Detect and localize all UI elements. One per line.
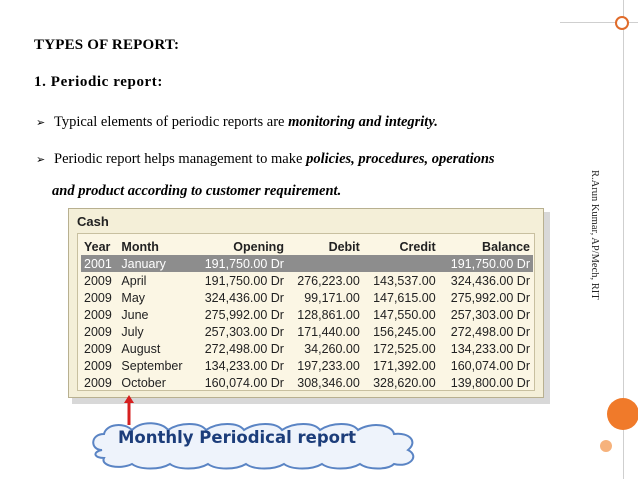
col-header-balance[interactable]: Balance	[482, 239, 530, 254]
cell-balance: 134,233.00 Dr	[450, 341, 530, 356]
cell-credit: 171,392.00	[373, 358, 436, 373]
side-credit: R.Arun Kumar, AP/Mech, RIT	[589, 170, 600, 300]
col-header-debit[interactable]: Debit	[328, 239, 360, 254]
cell-debit	[287, 255, 363, 272]
cash-table-panel	[77, 233, 535, 391]
cell-year: 2001	[81, 255, 118, 272]
cell-credit: 328,620.00	[373, 375, 436, 390]
decor-circle-small	[600, 440, 612, 452]
callout-text: Monthly Periodical report	[118, 428, 356, 447]
cell-year: 2009	[84, 273, 112, 288]
cell-month: January	[118, 255, 192, 272]
bullet-2-emphasis: policies, procedures, operations	[306, 151, 495, 167]
bullet-1-text: Typical elements of periodic reports are	[54, 114, 289, 130]
cell-balance: 139,800.00 Dr	[450, 375, 530, 390]
cell-balance: 275,992.00 Dr	[450, 290, 530, 305]
cell-debit: 197,233.00	[297, 358, 360, 373]
cell-debit: 99,171.00	[304, 290, 360, 305]
cell-debit: 308,346.00	[297, 375, 360, 390]
cell-balance: 160,074.00 Dr	[450, 358, 530, 373]
cash-window-title: Cash	[77, 214, 109, 229]
cell-year: 2009	[84, 307, 112, 322]
bullet-2-continuation-text: and product according to customer requirement.	[52, 183, 342, 199]
cell-debit: 276,223.00	[297, 273, 360, 288]
decor-circle-large	[607, 398, 638, 430]
cell-balance: 191,750.00 Dr	[439, 255, 533, 272]
cell-year: 2009	[84, 290, 112, 305]
cell-month: June	[121, 307, 149, 322]
bullet-2-continuation	[52, 183, 341, 200]
bullet-arrow-icon: ➢	[36, 116, 46, 129]
bullet-2	[36, 151, 495, 168]
cell-opening: 257,303.00 Dr	[204, 324, 284, 339]
cell-opening: 275,992.00 Dr	[204, 307, 284, 322]
cell-month: July	[121, 324, 144, 339]
bullet-1-emphasis: monitoring and integrity.	[288, 114, 438, 130]
bullet-2-text: Periodic report helps management to make	[54, 151, 307, 167]
cell-credit: 156,245.00	[373, 324, 436, 339]
cell-balance: 272,498.00 Dr	[450, 324, 530, 339]
slide-subheading: 1. Periodic report:	[34, 74, 163, 90]
cell-year: 2009	[84, 324, 112, 339]
slide-heading: TYPES OF REPORT:	[34, 37, 180, 53]
table-header-row	[81, 237, 533, 255]
col-header-year[interactable]: Year	[84, 239, 111, 254]
bullet-arrow-icon: ➢	[36, 153, 46, 166]
table-row[interactable]	[81, 357, 533, 374]
table-row[interactable]	[81, 272, 533, 289]
cell-opening: 272,498.00 Dr	[204, 341, 284, 356]
table-row[interactable]	[81, 323, 533, 340]
cell-month: October	[121, 375, 166, 390]
cell-month: May	[121, 290, 146, 305]
table-row[interactable]	[81, 340, 533, 357]
cash-table	[81, 237, 533, 391]
cell-month: April	[121, 273, 147, 288]
cell-opening: 160,074.00 Dr	[204, 375, 284, 390]
col-header-credit[interactable]: Credit	[399, 239, 436, 254]
cell-opening: 134,233.00 Dr	[204, 358, 284, 373]
cell-credit	[363, 255, 439, 272]
decor-circle-outline	[615, 16, 629, 30]
col-header-opening[interactable]: Opening	[233, 239, 284, 254]
cell-month: August	[121, 341, 161, 356]
col-header-month[interactable]: Month	[121, 239, 159, 254]
table-row[interactable]	[81, 255, 533, 272]
cell-credit: 143,537.00	[373, 273, 436, 288]
cell-credit: 172,525.00	[373, 341, 436, 356]
cell-year: 2009	[84, 375, 112, 390]
cell-opening: 324,436.00 Dr	[204, 290, 284, 305]
cell-year: 2009	[84, 341, 112, 356]
cell-year: 2009	[84, 358, 112, 373]
cell-balance: 257,303.00 Dr	[450, 307, 530, 322]
cell-month: September	[121, 358, 183, 373]
table-row[interactable]	[81, 289, 533, 306]
cell-debit: 128,861.00	[297, 307, 360, 322]
table-row[interactable]	[81, 306, 533, 323]
bullet-1	[36, 114, 438, 131]
cell-balance: 324,436.00 Dr	[450, 273, 530, 288]
cell-credit: 147,550.00	[373, 307, 436, 322]
cell-debit: 34,260.00	[304, 341, 360, 356]
cash-window	[68, 208, 544, 398]
cell-debit: 171,440.00	[297, 324, 360, 339]
cell-opening: 191,750.00 Dr	[204, 273, 284, 288]
table-row[interactable]	[81, 374, 533, 391]
cell-credit: 147,615.00	[373, 290, 436, 305]
cell-opening: 191,750.00 Dr	[193, 255, 287, 272]
